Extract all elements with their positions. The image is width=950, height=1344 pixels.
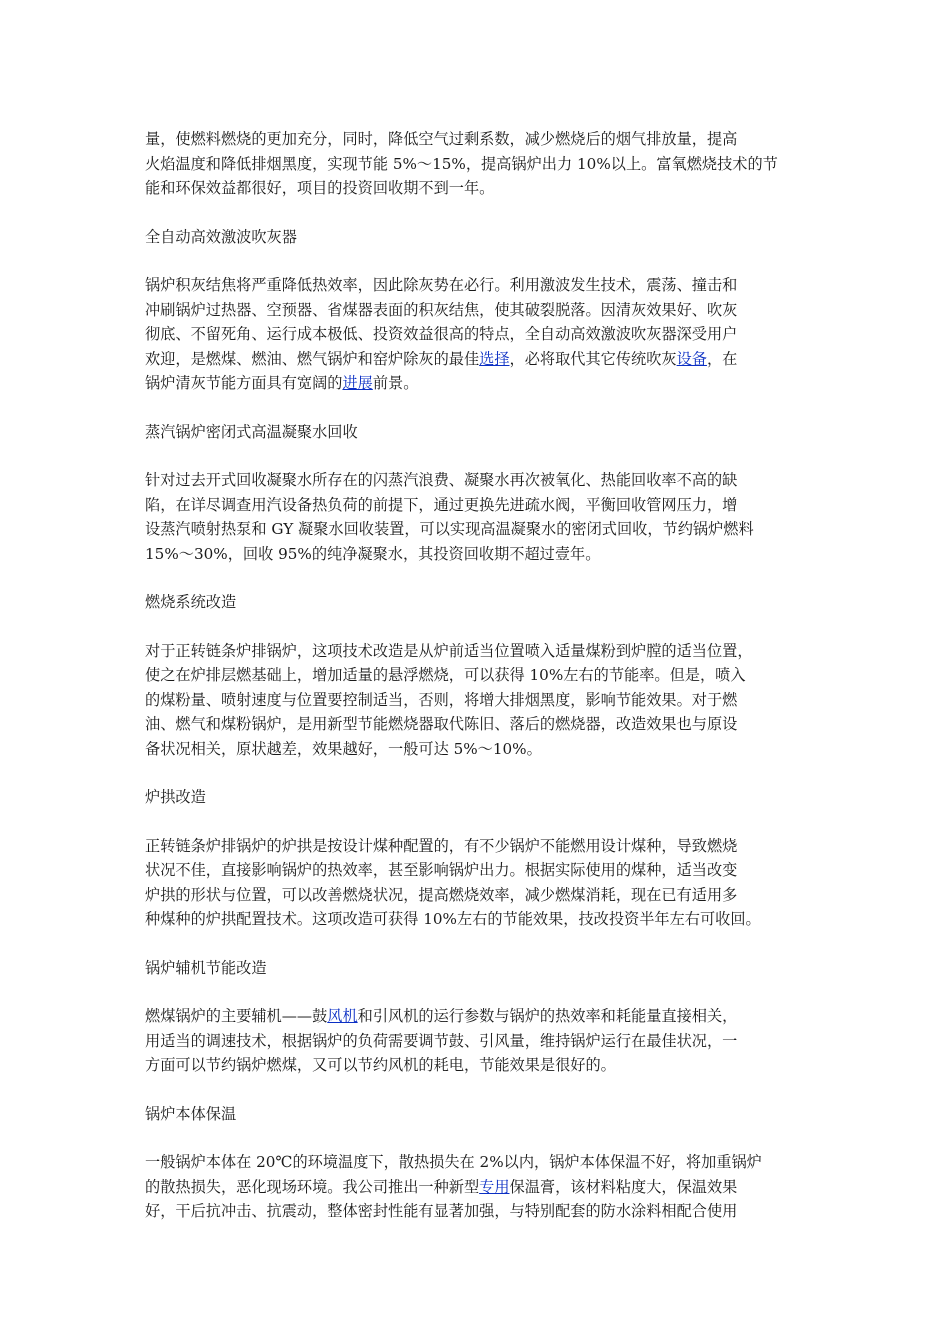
text-line: 炉拱的形状与位置，可以改善燃烧状况，提高燃烧效率，减少燃煤消耗，现在已有适用多 (145, 885, 738, 904)
section-heading-soot-blower: 全自动高效激波吹灰器 (145, 227, 297, 246)
text-fragment: 前景。 (372, 374, 419, 392)
link-development[interactable]: 进展 (342, 374, 373, 392)
text-line: 的煤粉量、喷射速度与位置要控制适当，否则，将增大排烟黑度，影响节能效果。对于燃 (145, 690, 738, 709)
text-line: 正转链条炉排锅炉的炉拱是按设计煤种配置的，有不少锅炉不能燃用设计煤种，导致燃烧 (145, 836, 738, 855)
section-heading-auxiliary-machines: 锅炉辅机节能改造 (145, 958, 267, 977)
link-special-purpose[interactable]: 专用 (479, 1177, 510, 1196)
text-line: 火焰温度和降低排烟黑度，实现节能 5%～15%，提高锅炉出力 10%以上。富氧燃烧技术的节 (145, 154, 778, 173)
text-line: 对于正转链条炉排锅炉，这项技术改造是从炉前适当位置喷入适量煤粉到炉膛的适当位置， (145, 641, 753, 660)
text-line (145, 371, 805, 396)
text-line (145, 1004, 805, 1029)
text-fragment: ，必将取代其它传统吹灰 (509, 349, 677, 368)
text-line: 种煤种的炉拱配置技术。这项改造可获得 10%左右的节能效果，技改投资半年左右可收回。 (145, 910, 761, 928)
section-heading-insulation: 锅炉本体保温 (145, 1104, 237, 1123)
text-line: 设蒸汽喷射热泵和 GY 凝聚水回收装置，可以实现高温凝聚水的密闭式回收，节约锅炉燃料 (145, 520, 754, 538)
text-fragment: 和引风机的运行参数与锅炉的热效率和耗能量直接相关， (357, 1007, 738, 1025)
text-fragment: 燃煤锅炉的主要辅机——鼓 (145, 1007, 328, 1025)
text-line: 陷，在详尽调查用汽设备热负荷的前提下，通过更换先进疏水阀，平衡回收管网压力，增 (145, 495, 738, 514)
document-body (145, 127, 805, 1248)
text-fragment: 锅炉清灰节能方面具有宽阔的 (145, 374, 343, 392)
text-line: 备状况相关，原状越差，效果越好，一般可达 5%～10%。 (145, 739, 542, 758)
paragraph-insulation (145, 1150, 805, 1224)
text-line: 用适当的调速技术，根据锅炉的负荷需要调节鼓、引风量，维持锅炉运行在最佳状况，一 (145, 1031, 738, 1050)
text-fragment: ，在 (706, 349, 738, 368)
text-line (145, 1175, 805, 1200)
text-fragment: 的散热损失，恶化现场环境。我公司推出一种新型 (145, 1177, 480, 1196)
paragraph-furnace-arch (145, 834, 805, 932)
text-line: 使之在炉排层燃基础上，增加适量的悬浮燃烧，可以获得 10%左右的节能率。但是，喷入 (145, 666, 746, 684)
text-line: 量，使燃料燃烧的更加充分，同时，降低空气过剩系数，减少燃烧后的烟气排放量，提高 (145, 130, 738, 148)
text-line: 彻底、不留死角、运行成本极低、投资效益很高的特点，全自动高效激波吹灰器深受用户 (145, 325, 738, 343)
text-line: 方面可以节约锅炉燃煤，又可以节约风机的耗电，节能效果是很好的。 (145, 1056, 616, 1074)
section-heading-furnace-arch: 炉拱改造 (145, 788, 206, 806)
link-equipment[interactable]: 设备 (676, 349, 707, 368)
paragraph-auxiliary-machines (145, 1004, 805, 1078)
text-fragment: 保温膏，该材料粘度大，保温效果 (509, 1177, 738, 1196)
paragraph-soot-blower (145, 273, 805, 396)
text-line: 油、燃气和煤粉锅炉，是用新型节能燃烧器取代陈旧、落后的燃烧器，改造效果也与原设 (145, 715, 738, 733)
paragraph-oxygen-combustion (145, 127, 805, 201)
text-line: 锅炉积灰结焦将严重降低热效率，因此除灰势在必行。利用激波发生技术，震荡、撞击和 (145, 276, 738, 294)
text-line: 状况不佳，直接影响锅炉的热效率，甚至影响锅炉出力。根据实际使用的煤种，适当改变 (145, 861, 738, 879)
text-line: 冲刷锅炉过热器、空预器、省煤器表面的积灰结焦，使其破裂脱落。因清灰效果好、吹灰 (145, 300, 738, 319)
text-fragment: 欢迎，是燃煤、燃油、燃气锅炉和窑炉除灰的最佳 (145, 349, 480, 368)
text-line: 针对过去开式回收凝聚水所存在的闪蒸汽浪费、凝聚水再次被氧化、热能回收率不高的缺 (145, 471, 738, 489)
paragraph-condensate-recovery (145, 468, 805, 566)
section-heading-combustion-system: 燃烧系统改造 (145, 593, 237, 611)
text-line (145, 347, 805, 372)
paragraph-combustion-system (145, 639, 805, 762)
section-heading-condensate-recovery: 蒸汽锅炉密闭式高温凝聚水回收 (145, 422, 358, 441)
link-fan[interactable]: 风机 (327, 1007, 358, 1025)
text-line: 好，干后抗冲击、抗震动，整体密封性能有显著加强，与特别配套的防水涂料相配合使用 (145, 1202, 738, 1220)
text-line: 能和环保效益都很好，项目的投资回收期不到一年。 (145, 179, 495, 197)
text-line: 一般锅炉本体在 20℃的环境温度下，散热损失在 2%以内，锅炉本体保温不好，将加重锅炉 (145, 1153, 762, 1171)
text-line: 15%～30%，回收 95%的纯净凝聚水，其投资回收期不超过壹年。 (145, 544, 601, 563)
link-choice[interactable]: 选择 (479, 349, 510, 368)
